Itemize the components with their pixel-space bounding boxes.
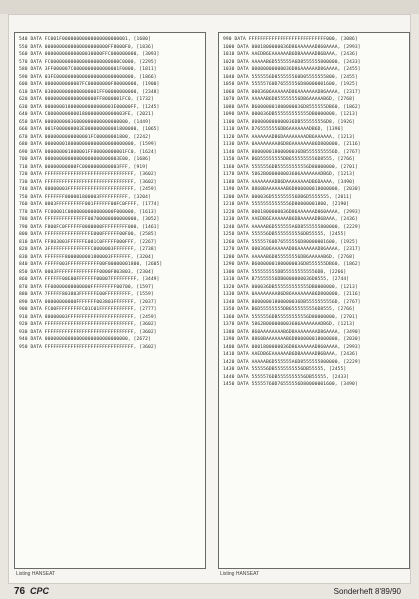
listing-line: 570 DATA FC000000000000000000000000C0000, [2295] <box>19 59 157 65</box>
listing-column-right <box>218 32 410 569</box>
listing-line: 1420 DATA AAAAAB6D555555A6D8555555800000, [2229] <box>223 359 361 365</box>
listing-line: 1240 DATA AAAAAB6D555555A6D8555555800000, [2229] <box>223 224 361 230</box>
listing-lines-right <box>219 33 409 392</box>
listing-line: 1010 DATA AAEDB6EAAAAAAB6DBAAAAADB6BAAA, [2436] <box>223 52 358 57</box>
listing-line: 1000 DATA 0001800000036D86AAAAAAD860AAAA, [2993] <box>223 44 361 50</box>
listing-line: 1150 DATA B6D55555555DB6555555556D8555, [2766] <box>223 157 355 162</box>
issue-label: Sonderheft 8'89/90 <box>333 587 401 596</box>
listing-line: 1380 DATA 860AAAAAAAAB6D8AAAAAAAAD86AAAA, [3490] <box>223 329 361 335</box>
listing-line: 680 DATA 0000000180000000000000000000000, [1599] <box>19 142 157 147</box>
listing-line: 1170 DATA 5862B000000003606AAAAAAADB6D, [1213] <box>223 172 355 177</box>
listing-line: 610 DATA 0300000000000000001FF00000000000, [2348] <box>19 89 160 95</box>
listing-line: 1040 DATA 5555556D855555560D05555555800, [2455] <box>223 74 358 80</box>
listing-line: 800 DATA FFFFFFFFFFFFFFFFE000FFFFFF00F00, [2585] <box>19 232 157 237</box>
listing-line: 1250 DATA 555556DB5555555556DB55555, [2455] <box>223 232 347 237</box>
listing-line: 670 DATA 0000000000000001FC00000001800, [2242] <box>19 134 151 140</box>
listing-line: 1080 DATA B60000001800000036D8555555DB60, [1862] <box>223 104 361 110</box>
listing-line: 1020 DATA AAAAAB6D555555A6D8555555800000, [2433] <box>223 59 361 65</box>
listing-line: 1430 DATA 555556DB5555555556DB55555, [2455] <box>223 367 347 372</box>
listing-line: 790 DATA F800FC0FFFFFF0000000FFFFFFFFF000, [1461] <box>19 224 160 230</box>
listing-line: 1450 DATA 55555760D76555556D80000001600, [3490] <box>223 382 358 387</box>
page-top-strip <box>0 0 419 14</box>
listing-line: 1060 DATA 0003606AAAAAAD86AAAAAAAD86AAAA, [2317] <box>223 89 361 95</box>
listing-line: 1310 DATA B75555556DB0000000036D8555, [2744] <box>223 277 350 282</box>
listing-line: 1350 DATA B6D55555555DB6555555556D8555, [2766] <box>223 307 355 312</box>
listing-line: 1280 DATA AAAAAB6D855555556DB6AAAAAB6D, [2768] <box>223 254 355 260</box>
listing-line: 840 DATA FFFFF003FFFFFFFFFFF00F00000001800, [2605] <box>19 262 163 267</box>
listing-line: 940 DATA 00000000000000000000000000000, [2672] <box>19 337 151 342</box>
listing-line: 810 DATA FF803003FFFFFFE001C0FFFFF000FFF, [2267] <box>19 239 157 245</box>
listing-line: 1200 DATA 000036D555555556DB6D5555555, [2011] <box>223 194 352 200</box>
magazine-logo: CPC <box>30 586 50 596</box>
listing-line: 1140 DATA 80000001800000036DB5555555556D, [2767] <box>223 149 361 155</box>
listing-line: 550 DATA 0000000000000000000000FF8000F0, [1836] <box>19 44 154 50</box>
listing-line: 560 DATA 00000000000000030000FFC000000000, [3093] <box>19 52 160 57</box>
listing-line: 1090 DATA 000036DB555555555555DB0000000, [1213] <box>223 112 358 117</box>
listing-line: 1300 DATA 555555555DB555555555556DB, [2266] <box>223 269 347 275</box>
listing-line: 580 DATA 3FF000007C0000000000000001F0000, [1811] <box>19 67 157 72</box>
listing-lines-left <box>15 33 205 354</box>
listing-line: 1370 DATA 5862B000000003606AAAAAAADB6D, [1213] <box>223 322 355 327</box>
listing-line: 1400 DATA 0001800000036D86AAAAAAD860AAAA, [2993] <box>223 344 361 350</box>
listing-line: 890 DATA 00000000000FFFFFFF003803FFFFFFF, [2037] <box>19 299 157 305</box>
listing-line: 1190 DATA 8860BAAAAAAAB6D800000018000000, [2030] <box>223 187 361 192</box>
listing-line: 740 DATA 80000003FFFFFFFFFFFFFFFFFFFFFFF, [2459] <box>19 187 157 192</box>
listing-line: 860 DATA FFFFFF00E00FFFFFFF00007FFFFFFFFF, [3449] <box>19 277 160 282</box>
listing-line: 760 DATA 0003FFFFFFFFFF001FFFFFF00FC0FFFF, [1774] <box>19 202 160 207</box>
listing-line: 1180 DATA AAAAAAAADB6DAAAAAAAADB6DAAAA, [3490] <box>223 179 355 185</box>
listing-line: 1340 DATA 80000001800000036DB5555555556D, [2767] <box>223 299 361 305</box>
listing-line: 540 DATA FC001F00000000000000000000001, [1680] <box>19 37 151 42</box>
listing-line: 1270 DATA 0003606AAAAAAD86AAAAAAAD86AAAA, [2317] <box>223 247 361 252</box>
listing-line: 850 DATA 0003FFFFFFFFFFFFFFF0000F803803, [2304] <box>19 269 154 275</box>
listing-line: 640 DATA C000000000001800000000000003FE, [2021] <box>19 112 154 117</box>
listing-line: 900 DATA FC00FFFFFFFFFC01C01FFFFFFFFFFFF, [2777] <box>19 307 157 312</box>
listing-line: 910 DATA 80000003FFFFFFFFFFFFFFFFFFFFFFF, [2459] <box>19 314 157 320</box>
listing-line: 1360 DATA 5555556DB55555555556D80000000, [2701] <box>223 314 358 320</box>
listing-line: 1290 DATA B60000001800000036D8555555DB60, [1862] <box>223 262 361 267</box>
listing-line: 930 DATA FFFFFFFFFFFFFFFFFFFFFFFFFFFFFFF, [3602] <box>19 329 157 335</box>
listing-line: 730 DATA FFFFFFFFFFFFFFFFFFFFFFFFFFFFFFF, [3602] <box>19 179 157 185</box>
listing-line: 1030 DATA 00000000000036D86AAAAAAD86AAAA, [2455] <box>223 67 361 72</box>
listing-line: 920 DATA FFFFFFFFFFFFFFFFFFFFFFFFFFFFFFF, [3602] <box>19 322 157 327</box>
listing-line: 1260 DATA 55555760D76555556D80000001600, [1925] <box>223 239 358 245</box>
listing-line: 1440 DATA 5555576DB5555555556DB55555, [2433] <box>223 374 350 380</box>
listing-column-left <box>14 32 206 569</box>
listing-line: 600 DATA 0000000000007FC00000000F80000000, [1900] <box>19 82 160 87</box>
listing-line: 1230 DATA AAEDB6EAAAAAAB6DBAAAAADB6BAAA, [2436] <box>223 217 358 222</box>
listing-line: 870 DATA FF00000000000000FFFFFFFFF00700, [1597] <box>19 284 154 290</box>
listing-line: 770 DATA FC00001C0000000000000000F000000, [1613] <box>19 209 157 215</box>
page-footer <box>8 586 411 598</box>
listing-line: 830 DATA FFFFFFF8000000001800003FFFFFFF, [3204] <box>19 254 154 260</box>
listing-line: 710 DATA 00000000000FC0000000000003FFF, [919] <box>19 164 148 170</box>
listing-line: 1070 DATA AAAAAB6D855555556DB6AAAAAB6D, [2768] <box>223 97 355 102</box>
listing-line: 590 DATA 03FE000000000000000000000000000, [1866] <box>19 74 157 80</box>
listing-line: 650 DATA 00000000036000000000000000000, [1449] <box>19 119 151 125</box>
listing-line: 630 DATA 000000018000000000000003E00000FF, [1245] <box>19 104 160 110</box>
listing-line: 820 DATA 3FFFFFFFFFFFFFFFC0000003FFFFFFF, [2738] <box>19 247 157 252</box>
listing-line: 950 DATA FFFFFFFFFFFFFFFFFFFFFFFFFFFFFFF, [3602] <box>19 344 157 350</box>
listing-line: 660 DATA 001F000000003E000000000001800000, [1065] <box>19 127 160 132</box>
listing-line: 1410 DATA AAEDB6EAAAAAAB6DBAAAAADB6BAAA, [2436] <box>223 352 358 357</box>
listing-line: 780 DATA FFFFFFFFFFFFFFF00700000000000000, [3052] <box>19 217 160 222</box>
listing-line: 720 DATA FFFFFFFFFFFFFFFFFFFFFFFFFFFFFFF, [3602] <box>19 172 157 177</box>
listing-line: 1320 DATA 000036DB555555555555DB0000000, [1213] <box>223 284 358 290</box>
listing-line: 1220 DATA 0001800000036D86AAAAAAD860AAAA, [2993] <box>223 209 361 215</box>
listing-line: 620 DATA 000000000000000000FF8000001FC0, [1732] <box>19 97 154 102</box>
listing-line: 1160 DATA 5555556DB55555555556D80000000, [2701] <box>223 164 358 170</box>
listing-line: 1330 DATA 0AAAAAAAA86D86AAAAAAA86D800000, [2116] <box>223 292 361 297</box>
listing-line: 1050 DATA 55555760D76555556D80000001600, [1925] <box>223 82 358 87</box>
listing-label-left: Listing HANSEAT <box>16 571 56 577</box>
listing-line: 1120 DATA AAAAAAADB6DAAAAAAAADB6AAAAAA, [1213] <box>223 134 355 140</box>
listing-line: 1100 DATA 800000000000036DB555555556D8, [1926] <box>223 119 355 125</box>
magazine-page <box>8 14 411 584</box>
page-number: 76 <box>14 586 26 597</box>
listing-line: 1130 DATA 0AAAAAAAA86D86AAAAAAA86D800000, [2116] <box>223 142 361 147</box>
listing-line: 990 DATA FFFFFFFFFFFFFFFFFFFFFFFFFFF000, [3086] <box>223 37 358 42</box>
listing-label-right: Listing HANSEAT <box>220 571 260 577</box>
listing-line: 690 DATA 000000001800001FF80000000001FC0, [1624] <box>19 149 157 155</box>
listing-line: 1210 DATA 55555555555556D80000001800, [2190] <box>223 202 350 207</box>
listing-line: 700 DATA 00000000000000000000000003E00, [1686] <box>19 157 151 162</box>
listing-line: 750 DATA FFFFFFF000001800003FFFFFFFFFF, [3204] <box>19 194 151 200</box>
listing-line: 880 DATA 7FFFFF803803FFFFFFE00FFFFFFFFF, [1559] <box>19 292 154 297</box>
listing-line: 1110 DATA D765555556DB6AAAAAAADB6D, [1396] <box>223 127 344 132</box>
listing-line: 1390 DATA 8860BAAAAAAAB6D800000018000000, [2030] <box>223 337 361 342</box>
